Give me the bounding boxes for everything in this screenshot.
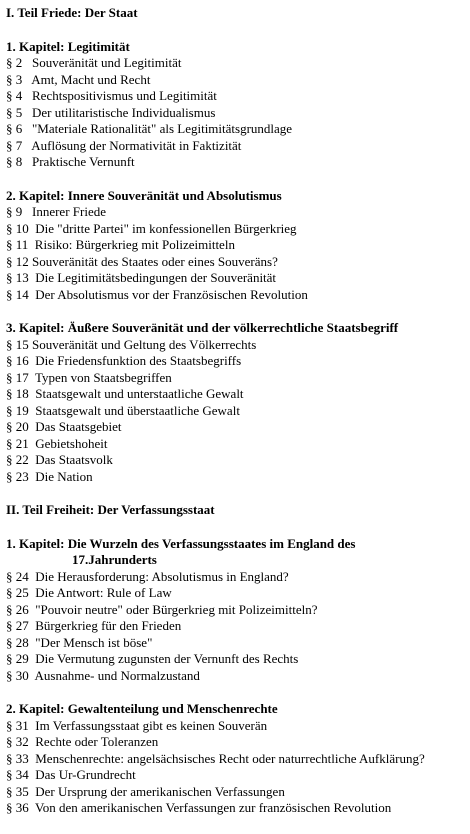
chapter-heading: 2. Kapitel: Innere Souveränität und Absolutismus — [6, 187, 282, 203]
section-title: Menschenrechte: angelsächsisches Recht oder naturrechtliche Aufklärung? — [35, 750, 425, 766]
toc-entry — [6, 718, 464, 735]
section-title: Die Herausforderung: Absolutismus in England? — [35, 568, 289, 584]
section-number: § 2 — [6, 55, 23, 70]
section-number: § 10 — [6, 220, 29, 236]
section-number: § 21 — [6, 435, 29, 451]
toc-entry — [6, 569, 464, 586]
section-number: § 6 — [6, 121, 23, 136]
section-number: § 8 — [6, 154, 23, 169]
section-number: § 22 — [6, 452, 29, 467]
toc-entry — [6, 353, 464, 370]
section-number: § 30 — [6, 667, 29, 683]
toc-entry — [6, 270, 464, 287]
section-title: Souveränität und Legitimität — [32, 55, 182, 70]
section-number: § 11 — [6, 237, 29, 252]
toc-entry — [6, 734, 464, 751]
toc-entry — [6, 386, 464, 403]
section-number: § 26 — [6, 601, 29, 617]
toc-entry — [6, 436, 464, 453]
section-title: "Materiale Rationalität" als Legitimitätsgrundlage — [32, 121, 293, 136]
section-title: Die Vermutung zugunsten der Vernunft des Rechts — [35, 651, 299, 666]
part-heading: I. Teil Friede: Der Staat — [6, 5, 138, 20]
section-title: Von den amerikanischen Verfassungen zur französischen Revolution — [35, 800, 392, 815]
toc-entry — [6, 767, 464, 784]
section-number: § 15 — [6, 336, 29, 352]
part-heading: II. Teil Freiheit: Der Verfassungsstaat — [6, 502, 215, 517]
section-number: § 23 — [6, 468, 29, 484]
section-number: § 16 — [6, 353, 29, 368]
toc-entry — [6, 121, 464, 138]
chapter-heading: 3. Kapitel: Äußere Souveränität und der völkerrechtliche Staatsbegriff — [6, 320, 399, 335]
section-number: § 20 — [6, 419, 29, 434]
toc-entry — [6, 668, 464, 685]
section-title: Praktische Vernunft — [32, 154, 135, 169]
toc-entry — [6, 751, 464, 768]
section-title: Die Legitimitätsbedingungen der Souveränität — [35, 270, 277, 285]
section-number: § 35 — [6, 783, 29, 799]
section-title: Ausnahme- und Normalzustand — [34, 667, 200, 683]
section-number: § 9 — [6, 204, 23, 219]
toc-entry — [6, 154, 464, 171]
chapter-section — [6, 701, 464, 817]
section-title: Der Absolutismus vor der Französischen Revolution — [35, 286, 308, 302]
section-number: § 28 — [6, 634, 29, 650]
toc-entry — [6, 618, 464, 635]
section-number: § 31 — [6, 717, 29, 733]
toc-entry — [6, 635, 464, 652]
section-title: "Pouvoir neutre" oder Bürgerkrieg mit Polizeimitteln? — [35, 601, 318, 617]
toc-entry — [6, 602, 464, 619]
section-number: § 7 — [6, 137, 23, 153]
section-title: Im Verfassungsstaat gibt es keinen Souverän — [35, 717, 268, 733]
toc-entry — [6, 221, 464, 238]
section-title: Auflösung der Normativität in Faktizität — [31, 137, 242, 153]
section-number: § 33 — [6, 750, 29, 766]
section-title: Die "dritte Partei" im konfessionellen Bürgerkrieg — [35, 220, 297, 236]
toc-entry — [6, 784, 464, 801]
section-title: Risiko: Bürgerkrieg mit Polizeimitteln — [34, 237, 235, 252]
toc-entry — [6, 88, 464, 105]
toc-entry — [6, 585, 464, 602]
chapter-section — [6, 39, 464, 171]
section-title: Die Nation — [35, 468, 93, 484]
section-title: Die Antwort: Rule of Law — [35, 585, 172, 600]
section-title: Der utilitaristische Individualismus — [32, 104, 216, 120]
chapter-heading — [6, 536, 464, 569]
section-title: Rechte oder Toleranzen — [35, 734, 159, 749]
section-number: § 17 — [6, 369, 29, 385]
section-number: § 14 — [6, 286, 29, 302]
toc-entry — [6, 469, 464, 486]
toc-entry — [6, 370, 464, 387]
toc-entry — [6, 287, 464, 304]
section-title: Rechtspositivismus und Legitimität — [32, 88, 217, 103]
toc-entry — [6, 651, 464, 668]
toc-entry — [6, 72, 464, 89]
section-number: § 3 — [6, 71, 23, 87]
section-number: § 4 — [6, 88, 23, 103]
toc-entry — [6, 105, 464, 122]
toc-entry — [6, 55, 464, 72]
section-title: Typen von Staatsbegriffen — [35, 369, 172, 385]
toc-entry — [6, 452, 464, 469]
toc-entry — [6, 403, 464, 420]
chapter-heading: 1. Kapitel: Legitimität — [6, 38, 130, 54]
section-number: § 34 — [6, 767, 29, 782]
chapter-heading: 2. Kapitel: Gewaltenteilung und Menschenrechte — [6, 701, 278, 716]
chapter-heading-continuation: 17.Jahrunderts — [72, 552, 157, 567]
section-number: § 12 — [6, 253, 29, 269]
section-title: "Der Mensch ist böse" — [35, 634, 153, 650]
chapter-section — [6, 320, 464, 485]
section-number: § 29 — [6, 651, 29, 666]
section-title: Gebietshoheit — [35, 435, 108, 451]
chapter-section — [6, 536, 464, 685]
section-title: Souveränität und Geltung des Völkerrechts — [32, 336, 257, 352]
section-number: § 18 — [6, 386, 29, 401]
toc-entry — [6, 254, 464, 271]
toc-entry — [6, 237, 464, 254]
section-number: § 36 — [6, 800, 29, 815]
toc-entry — [6, 337, 464, 354]
section-title: Bürgerkrieg für den Frieden — [35, 618, 182, 633]
section-title: Das Ur-Grundrecht — [35, 767, 136, 782]
toc-entry — [6, 204, 464, 221]
section-number: § 25 — [6, 585, 29, 600]
section-number: § 13 — [6, 270, 29, 285]
section-number: § 19 — [6, 402, 29, 418]
toc-entry — [6, 800, 464, 817]
section-title: Das Staatsvolk — [35, 452, 113, 467]
section-number: § 32 — [6, 734, 29, 749]
section-number: § 24 — [6, 568, 29, 584]
toc-entry — [6, 138, 464, 155]
section-title: Staatsgewalt und überstaatliche Gewalt — [35, 402, 240, 418]
chapter-section — [6, 188, 464, 304]
section-title: Innerer Friede — [32, 204, 106, 219]
section-number: § 27 — [6, 618, 29, 633]
section-title: Staatsgewalt und unterstaatliche Gewalt — [35, 386, 244, 401]
section-number: § 5 — [6, 104, 23, 120]
section-title: Souveränität des Staates oder eines Souveräns? — [32, 253, 278, 269]
section-title: Das Staatsgebiet — [35, 419, 122, 434]
table-of-contents — [6, 5, 464, 834]
section-title: Die Friedensfunktion des Staatsbegriffs — [35, 353, 242, 368]
chapter-heading-line: 1. Kapitel: Die Wurzeln des Verfassungsstaates im England des — [6, 535, 356, 551]
toc-entry — [6, 419, 464, 436]
section-title: Der Ursprung der amerikanischen Verfassungen — [35, 783, 285, 799]
section-title: Amt, Macht und Recht — [31, 71, 151, 87]
